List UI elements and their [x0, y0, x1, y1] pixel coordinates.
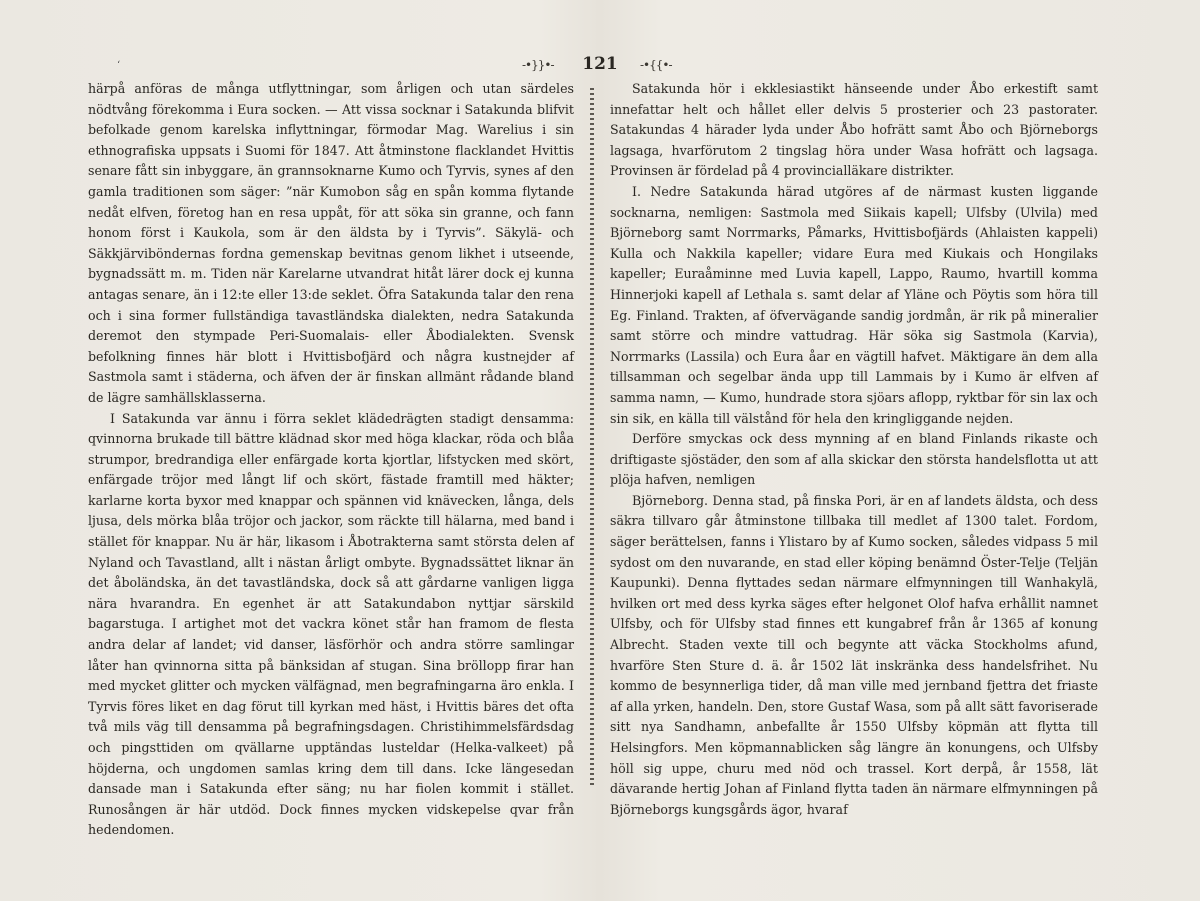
ornament-left: -•}}•-: [522, 58, 554, 72]
left-paragraph-1: härpå anföras de många utflyttningar, som årligen och utan särdeles nödtvång förekomma i Eura socken. — Att vissa socknar i Satakunda blifvit befolkade genom karelska inflyttningar, förmodar Mag. Warelius i sin ethnografiska uppsats i Suomi för 1847. Att åtminstone flacklandet Hvittis senare fått sin inbyggare, än grannsoknarne Kumo och Tyrvis, synes af den gamla traditionen som säger: ”när Kumobon såg en spån komma flytande nedåt elfven, företog han en resa uppåt, för att söka sin granne, och fann honom först i Kaukola, som är den äldsta by i Tyrvis”. Säkylä- och Säkkjärviböndernas fordna gemenskap bevitnas genom likhet i utseende, bygnadssätt m. m. Tiden när Karelarne utvandrat hitåt lärer dock ej kunna antagas senare, än i 12:te eller 13:de seklet. Öfra Satakunda talar den rena och i sina former fullständiga tavastländska dialekten, nedra Satakunda deremot den stympade Peri-Suomalais- eller Åbodialekten. Svensk befolkning finnes här blott i Hvittisbofjärd och några kustnejder af Sastmola samt i städerna, och äfven der är finskan allmänt rådande bland de lägre samhällsklasserna.: [88, 81, 574, 405]
left-paragraph-2: I Satakunda var ännu i förra seklet klädedrägten stadigt densamma: qvinnorna brukade till bättre klädnad skor med höga klackar, röda och blåa strumpor, bredrandiga eller enfärgade korta kjortlar, lifstycken med skört, enfärgade tröjor med långt lif och skört, fästade framtill med häkter; karlarne korta byxor med knappar och spännen vid knävecken, långa, dels ljusa, dels mörka blåa tröjor och jackor, som räckte till hälarna, med band i stället för knappar. Nu är här, likasom i Åbotrakterna samt största delen af Nyland och Tavastland, allt i nästan årligt ombyte. Bygnadssättet liknar än det åboländska, än det tavastländska, dock så att gårdarne vanligen ligga nära hvarandra. En egenhet är att Satakundabon nyttjar särskild bagarstuga. I artighet mot det vackra könet står han framom de flesta andra delar af landet; vid danser, läsförhör och andra större samlingar låter han qvinnorna sitta på bänksidan af stugan. Sina bröllopp firar han med mycket glitter och mycken välfägnad, men begrafningarna äro enkla. I Tyrvis föres liket en dag förut till kyrkan med häst, i Hvittis bäres det ofta två mils väg till densamma på begrafningsdagen. Christihimmelsfärdsdag och pingsttiden om qvällarne upptändas lusteldar (Helka-valkeet) på höjderna, och ungdomen samlas kring dem till dans. Icke längesedan dansade man i Satakunda efter säng; nu har fiolen kommit i stället. Runosången är här utdöd. Dock finnes mycken vidskepelse qvar från hedendomen.: [88, 410, 574, 838]
right-paragraph-1: Satakunda hör i ekklesiastikt hänseende under Åbo erkestift samt innefattar helt och hållet eller delvis 5 prosterier och 23 pastorater. Satakundas 4 härader lyda under Åbo hofrätt samt Åbo och Björneborgs lagsaga, hvarförutom 2 tingslag höra under Wasa hofrätt och lagsaga. Provinsen är fördelad på 4 provincialläkare distrikter.: [610, 81, 1098, 179]
right-paragraph-2: I. Nedre Satakunda härad utgöres af de närmast kusten liggande socknarna, nemligen: Sastmola med Siikais kapell; Ulfsby (Ulvila) med Björneborg samt Norrmarks, Påmarks, Hvittisbofjärds (Ahlaisten kappeli) Kulla och Nakkila kapeller; vidare Eura med Kiukais och Hongilaks kapeller; Euraåminne med Luvia kapell, Lappo, Raumo, hvartill komma Hinnerjoki kapell af Lethala s. samt delar af Yläne och Pöytis som höra till Eg. Finland. Trakten, af öfvervägande sandig jordmån, är rik på mineralier samt större och mindre vattudrag. Här söka sig Sastmola (Karvia), Norrmarks (Lassila) och Eura åar en vägtill hafvet. Mäktigare än dem alla tillsamman och segelbar ända upp till Lammais by i Kumo är elfven af samma namn, — Kumo, hundrade stora sjöars aflopp, ryktbar för sin lax och sin sik, en källa till välstånd för hela den kringliggande nejden.: [610, 183, 1098, 426]
right-paragraph-3: Derföre smyckas ock dess mynning af en bland Finlands rikaste och driftigaste sjöstäder, den som af alla skickar den största handelsflotta ut att plöja hafven, nemligen: [610, 431, 1098, 488]
corner-mark: ʻ: [117, 60, 121, 71]
ornament-right: -•{{•-: [640, 58, 672, 72]
left-column: [88, 79, 574, 838]
column-divider: [590, 88, 594, 788]
page-header: [0, 54, 1200, 78]
page-number: 121: [582, 54, 618, 74]
right-paragraph-4: Björneborg. Denna stad, på finska Pori, är en af landets äldsta, och dess säkra tillvaro går åtminstone tillbaka till medlet af 1300 talet. Fordom, säger berättelsen, fanns i Ylistaro by af Kumo socken, således vidpass 5 mil sydost om den nuvarande, en stad eller köping benämnd Öster-Telje (Teljän Kaupunki). Denna flyttades sedan närmare elfmynningen till Wanhakylä, hvilken ort med dess kyrka säges efter helgonet Olof hafva erhållit namnet Ulfsby, och för Ulfsby stad finnes ett kungabref från år 1365 af konung Albrecht. Staden vexte till och begynte att väcka Stockholms afund, hvarföre Sten Sture d. ä. år 1502 lät inskränka dess handelsfrihet. Nu kommo de besynnerliga tider, då man ville med jernband fjettra det friaste af alla yrken, handeln. Den, store Gustaf Wasa, som på allt sätt favoriserade sitt nya Sandhamn, anbefallte år 1550 Ulfsby köpmän att flytta till Helsingfors. Men köpmannablicken såg längre än konungens, och Ulfsby höll sig uppe, churu med nöd och trassel. Kort derpå, år 1558, lät dävarande hertig Johan af Finland flytta taden än närmare elfmynningen på Björneborgs kungsgårds ägor, hvaraf: [610, 492, 1098, 817]
right-column: [610, 79, 1098, 817]
